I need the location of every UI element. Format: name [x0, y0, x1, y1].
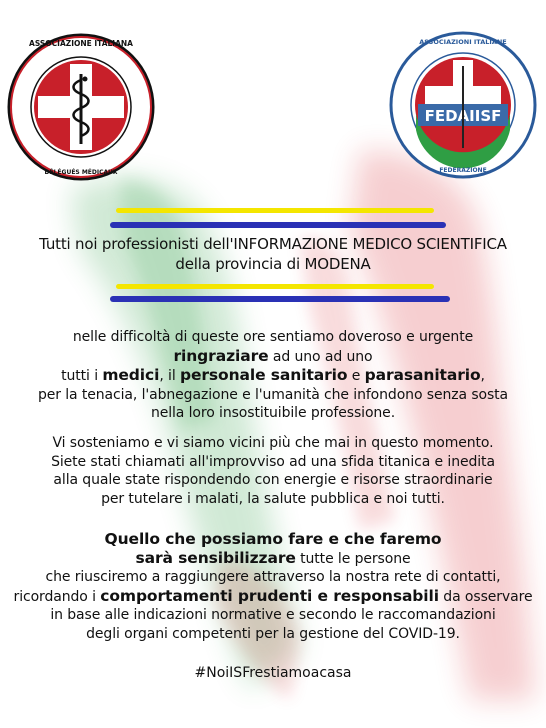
para1-line-3-c: , il: [159, 368, 180, 384]
blue-divider-bottom: [110, 296, 450, 302]
para3-line-3: che riusciremo a raggiungere attraverso la nostra rete di contatti,: [45, 569, 501, 585]
para3-line-2-rest: tutte le persone: [295, 550, 411, 567]
sensibilizzare-emphasis: sarà sensibilizzare: [135, 548, 296, 567]
para1-line-3: [8, 366, 538, 386]
header-line-2: della provincia di MODENA: [175, 255, 371, 273]
awareness-paragraph: [8, 530, 538, 643]
svg-text:FEDAIISF: FEDAIISF: [424, 107, 502, 125]
para2-line-4: per tutelare i malati, la salute pubblica e noi tutti.: [101, 490, 445, 507]
medici-emphasis: medici: [102, 366, 160, 384]
aiisf-logo: [6, 32, 156, 182]
header-line-1: Tutti noi professionisti dell'INFORMAZIONE MEDICO SCIENTIFICA: [39, 235, 507, 253]
svg-text:ASSOCIAZIONE ITALIANA: ASSOCIAZIONE ITALIANA: [29, 39, 133, 48]
ringraziare-emphasis: ringraziare: [173, 346, 269, 365]
hashtag: #NoiISFrestiamoacasa: [194, 665, 352, 681]
para2-line-3: alla quale state rispondendo con energie e risorse straordinarie: [53, 472, 493, 488]
para3-line-6: degli organi competenti per la gestione del COVID-19.: [86, 625, 460, 642]
support-paragraph: [8, 434, 538, 508]
para3-line-4: [8, 587, 538, 607]
para3-line-4-a: ricordando i: [13, 588, 101, 605]
para1-line-3-a: tutti i: [61, 368, 103, 384]
parasanitario-emphasis: parasanitario: [364, 366, 481, 384]
para1-line-2-rest: ad uno ad uno: [268, 348, 373, 365]
para1-line-3-g: ,: [480, 368, 485, 384]
personale-sanitario-emphasis: personale sanitario: [179, 366, 348, 384]
yellow-divider-bottom: [116, 284, 434, 289]
para1-line-1: nelle difficoltà di queste ore sentiamo doveroso e urgente: [72, 329, 474, 345]
blue-divider-top: [110, 222, 446, 228]
para3-line-2: [8, 549, 538, 569]
header-block: [10, 234, 536, 274]
svg-text:FEDERAZIONE: FEDERAZIONE: [439, 167, 487, 174]
para3-line-1: Quello che possiamo fare e che faremo: [104, 530, 442, 548]
fedaiisf-logo: [388, 30, 538, 180]
para3-line-4-c: da osservare: [438, 588, 533, 605]
para2-line-1: Vi sosteniamo e vi siamo vicini più che mai in questo momento.: [52, 435, 494, 451]
svg-text:DÉLÉGUÉS MÉDICAUX: DÉLÉGUÉS MÉDICAUX: [44, 169, 118, 176]
para2-line-2: Siete stati chiamati all'improvviso ad una sfida titanica e inedita: [51, 453, 495, 470]
thanks-paragraph: [8, 328, 538, 423]
para1-line-3-e: e: [347, 368, 365, 384]
para1-line-5: nella loro insostituibile professione.: [150, 405, 396, 421]
comportamenti-emphasis: comportamenti prudenti e responsabili: [100, 586, 439, 605]
para1-line-4: per la tenacia, l'abnegazione e l'umanità che infondono senza sosta: [37, 386, 509, 403]
yellow-divider-top: [116, 208, 434, 213]
para1-line-2: [8, 347, 538, 367]
svg-text:ASSOCIAZIONI ITALIANE: ASSOCIAZIONI ITALIANE: [419, 38, 507, 46]
para3-line-5: in base alle indicazioni normative e secondo le raccomandazioni: [50, 607, 496, 623]
